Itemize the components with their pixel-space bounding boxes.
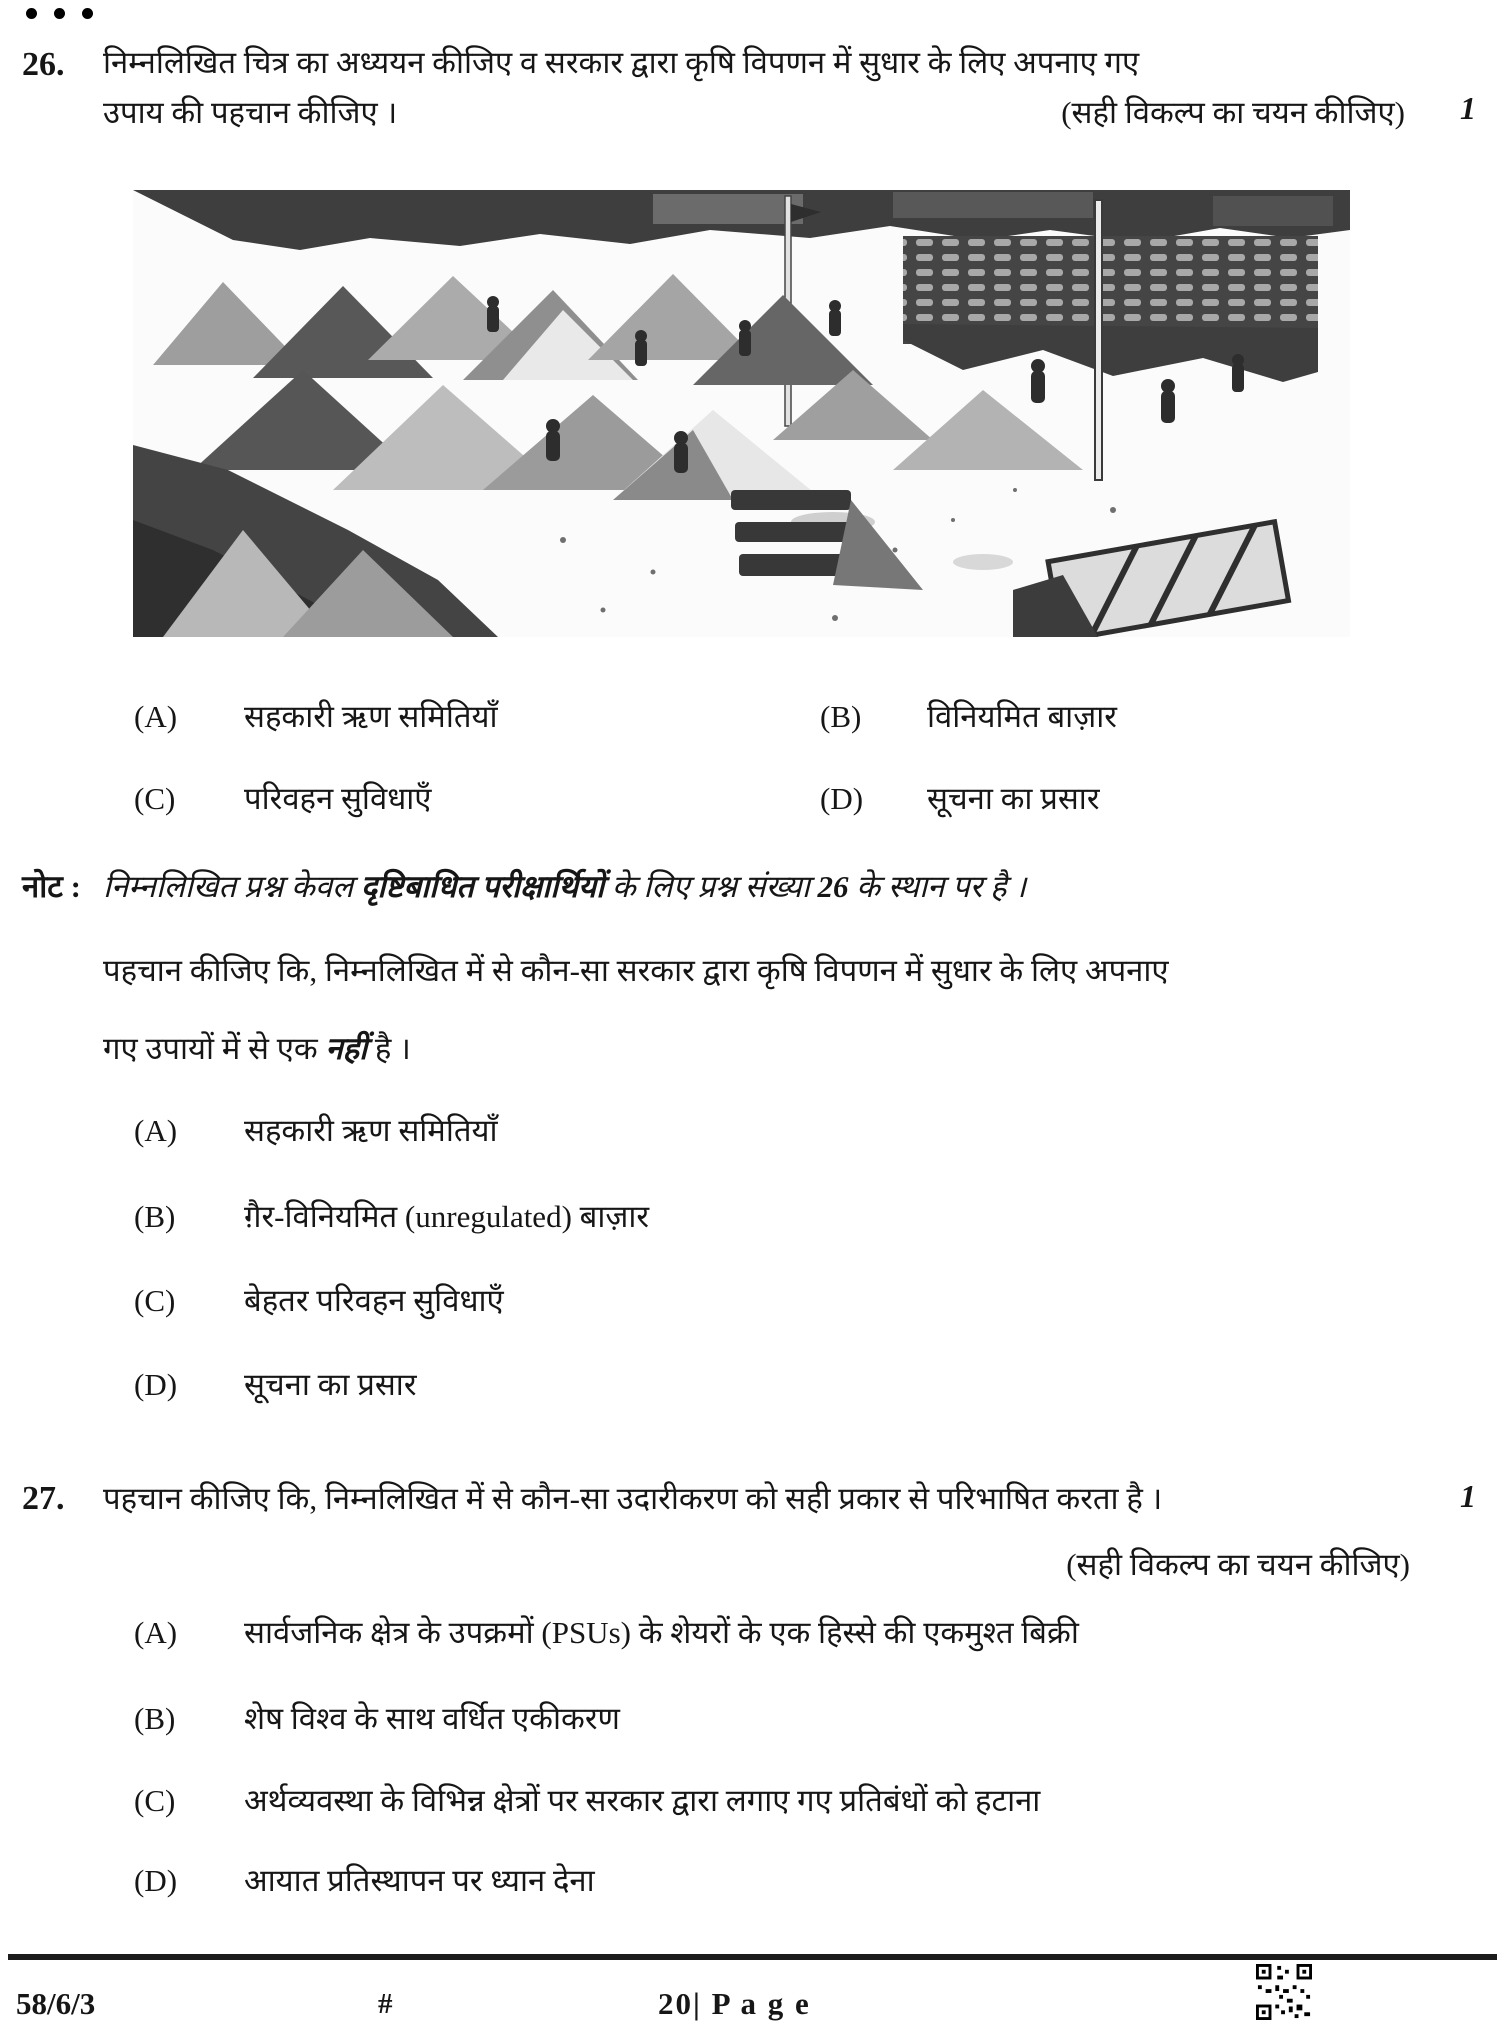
question-26-text-line1: निम्नलिखित चित्र का अध्ययन कीजिए व सरकार द्वारा कृषि विपणन में सुधार के लिए अपनाए गए — [103, 45, 1140, 80]
q26-option-a-label: (A) — [134, 699, 178, 734]
q27-option-a-label: (A) — [134, 1615, 178, 1650]
q26vi-option-a-text: सहकारी ऋण समितियाँ — [244, 1113, 498, 1148]
q26vi-text-line1: पहचान कीजिए कि, निम्नलिखित में से कौन-सा सरकार द्वारा कृषि विपणन में सुधार के लिए अपनाए — [103, 953, 1169, 988]
q26vi-option-d-text: सूचना का प्रसार — [244, 1367, 417, 1402]
q26vi-line2-part1: गए उपायों में से एक — [103, 1031, 326, 1066]
question-27-number: 27. — [22, 1480, 65, 1517]
grain-market-photo — [133, 190, 1350, 637]
q27-option-b-text: शेष विश्व के साथ वर्धित एकीकरण — [244, 1701, 620, 1736]
q27-option-c-label: (C) — [134, 1783, 176, 1818]
question-26-text-line2: उपाय की पहचान कीजिए । — [103, 95, 398, 130]
q26vi-option-b-text: ग़ैर-विनियमित (unregulated) बाज़ार — [244, 1199, 650, 1234]
note-part2: दृष्टिबाधित परीक्षार्थियों — [360, 869, 605, 904]
question-27-text: पहचान कीजिए कि, निम्नलिखित में से कौन-सा उदारीकरण को सही प्रकार से परिभाषित करता है । — [103, 1481, 1163, 1516]
paper-code: 58/6/3 — [16, 1986, 96, 2021]
q26vi-line2-emphasis: नहीं — [325, 1031, 368, 1066]
dot-icon — [82, 8, 93, 19]
q26vi-option-d-label: (D) — [134, 1367, 178, 1402]
note-question-ref: 26 — [817, 869, 849, 904]
q26vi-option-c-label: (C) — [134, 1283, 176, 1318]
question-26-instruction: (सही विकल्प का चयन कीजिए) — [1061, 95, 1405, 130]
dot-icon — [54, 8, 65, 19]
question-26-marks: 1 — [1460, 90, 1476, 126]
note-part3: के लिए प्रश्न संख्या — [604, 869, 818, 904]
q26-option-b-text: विनियमित बाज़ार — [927, 699, 1117, 734]
qr-code-icon — [1256, 1964, 1312, 2020]
footer-divider — [8, 1954, 1497, 1960]
q27-option-d-label: (D) — [134, 1863, 178, 1898]
q26-option-c-text: परिवहन सुविधाएँ — [244, 781, 432, 816]
dot-icon — [26, 8, 37, 19]
q26-option-d-text: सूचना का प्रसार — [927, 781, 1100, 816]
q26vi-option-c-text: बेहतर परिवहन सुविधाएँ — [244, 1283, 504, 1318]
question-27-instruction: (सही विकल्प का चयन कीजिए) — [1066, 1547, 1410, 1582]
note-text — [103, 868, 1026, 907]
q27-option-a-text: सार्वजनिक क्षेत्र के उपक्रमों (PSUs) के शेयरों के एक हिस्से की एकमुश्त बिक्री — [244, 1615, 1079, 1650]
q26vi-option-a-label: (A) — [134, 1113, 178, 1148]
page-corner-dots — [26, 8, 93, 19]
note-part5: के स्थान पर है । — [848, 869, 1027, 904]
q27-option-d-text: आयात प्रतिस्थापन पर ध्यान देना — [244, 1863, 595, 1898]
note-part1: निम्नलिखित प्रश्न केवल — [103, 869, 361, 904]
q26vi-text-line2 — [103, 1030, 411, 1069]
question-26-number: 26. — [22, 46, 65, 83]
q26vi-line2-part2: है । — [367, 1031, 411, 1066]
page-number: 20| P a g e — [658, 1986, 811, 2021]
q26-option-b-label: (B) — [820, 699, 862, 734]
note-label: नोट : — [22, 869, 81, 904]
q26-option-d-label: (D) — [820, 781, 864, 816]
q26-option-a-text: सहकारी ऋण समितियाँ — [244, 699, 498, 734]
footer-hash-mark: # — [378, 1988, 393, 2020]
q27-option-b-label: (B) — [134, 1701, 176, 1736]
q26vi-option-b-label: (B) — [134, 1199, 176, 1234]
q26-option-c-label: (C) — [134, 781, 176, 816]
q27-option-c-text: अर्थव्यवस्था के विभिन्न क्षेत्रों पर सरकार द्वारा लगाए गए प्रतिबंधों को हटाना — [244, 1783, 1041, 1818]
question-27-marks: 1 — [1460, 1478, 1476, 1514]
